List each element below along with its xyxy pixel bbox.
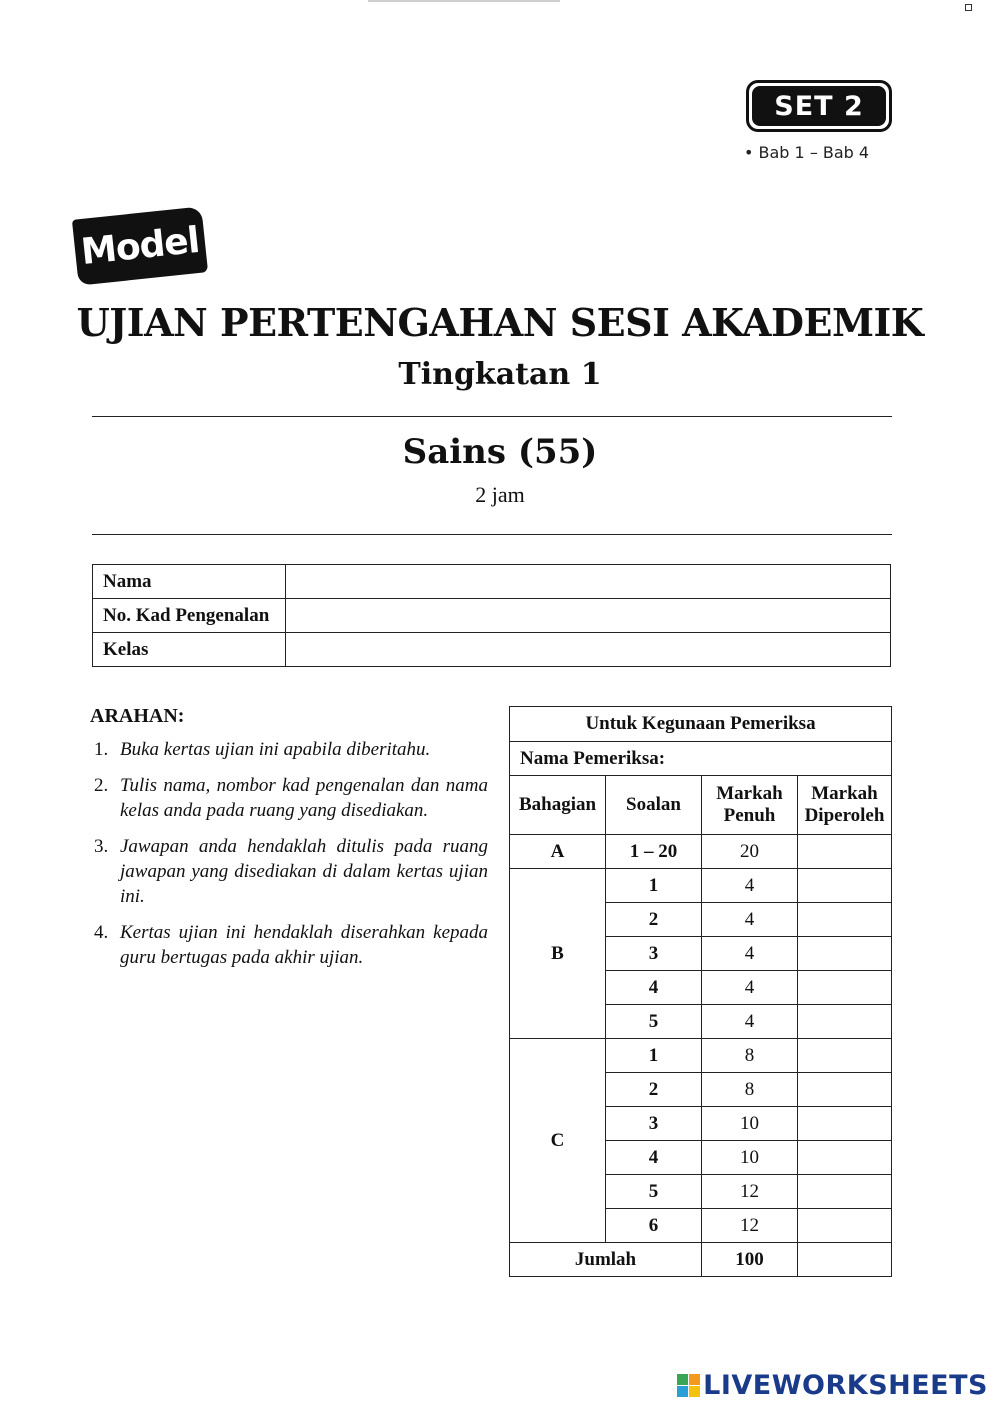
column-header: Soalan <box>606 776 702 835</box>
item-text: Buka kertas ujian ini apabila diberitahu. <box>120 739 431 760</box>
set-badge <box>746 80 892 132</box>
table-row <box>510 835 892 869</box>
marks-obtained-cell[interactable] <box>798 903 892 937</box>
table-row <box>510 776 892 835</box>
full-marks-cell: 8 <box>702 1073 798 1107</box>
instructions-heading: ARAHAN: <box>90 705 185 727</box>
list-item <box>92 920 488 970</box>
full-marks-cell: 4 <box>702 903 798 937</box>
divider-top <box>92 416 892 417</box>
ic-field[interactable] <box>286 599 891 633</box>
examiner-table-title: Untuk Kegunaan Pemeriksa <box>510 707 892 742</box>
list-item <box>92 773 488 823</box>
column-header: Bahagian <box>510 776 606 835</box>
question-cell: 3 <box>606 1107 702 1141</box>
item-number: 1. <box>94 739 109 760</box>
question-cell: 2 <box>606 903 702 937</box>
column-header: Markah Penuh <box>702 776 798 835</box>
liveworksheets-logo[interactable] <box>677 1370 988 1401</box>
exam-title: UJIAN PERTENGAHAN SESI AKADEMIK <box>76 300 924 345</box>
table-row <box>93 633 891 667</box>
question-cell: 6 <box>606 1209 702 1243</box>
full-marks-cell: 20 <box>702 835 798 869</box>
marks-obtained-cell[interactable] <box>798 971 892 1005</box>
marks-obtained-cell[interactable] <box>798 1209 892 1243</box>
divider-bottom <box>92 534 892 535</box>
chapter-range: • Bab 1 – Bab 4 <box>744 143 870 162</box>
list-item <box>92 737 488 762</box>
total-value: 100 <box>702 1243 798 1277</box>
marks-obtained-cell[interactable] <box>798 1073 892 1107</box>
marks-obtained-cell[interactable] <box>798 937 892 971</box>
question-cell: 5 <box>606 1005 702 1039</box>
marks-obtained-cell[interactable] <box>798 1175 892 1209</box>
logo-square-cyan <box>677 1386 688 1397</box>
question-cell: 1 <box>606 869 702 903</box>
section-label: A <box>510 835 606 869</box>
marks-obtained-cell[interactable] <box>798 1107 892 1141</box>
student-info-table <box>92 564 891 667</box>
logo-square-yellow <box>689 1386 700 1397</box>
marks-obtained-cell[interactable] <box>798 835 892 869</box>
ic-label: No. Kad Pengenalan <box>93 599 286 633</box>
full-marks-cell: 4 <box>702 1005 798 1039</box>
liveworksheets-brand: LIVEWORKSHEETS <box>703 1370 988 1401</box>
table-row <box>93 599 891 633</box>
marks-obtained-cell[interactable] <box>798 1005 892 1039</box>
table-row <box>510 1039 892 1073</box>
item-number: 2. <box>94 775 109 796</box>
question-cell: 4 <box>606 971 702 1005</box>
table-row <box>510 869 892 903</box>
full-marks-cell: 12 <box>702 1175 798 1209</box>
marks-obtained-cell[interactable] <box>798 1039 892 1073</box>
full-marks-cell: 8 <box>702 1039 798 1073</box>
item-text: Jawapan anda hendaklah ditulis pada ruang jawapan yang disediakan di dalam kertas ujian ini. <box>120 836 488 907</box>
subject-title: Sains (55) <box>402 432 598 472</box>
list-item <box>92 834 488 909</box>
liveworksheets-icon <box>677 1374 700 1397</box>
item-number: 3. <box>94 836 109 857</box>
table-row <box>93 565 891 599</box>
logo-square-green <box>677 1374 688 1385</box>
question-cell: 3 <box>606 937 702 971</box>
table-row <box>510 707 892 742</box>
section-label: C <box>510 1039 606 1243</box>
class-label: Kelas <box>93 633 286 667</box>
item-text: Kertas ujian ini hendaklah diserahkan kepada guru bertugas pada akhir ujian. <box>120 922 488 968</box>
corner-mark <box>965 4 972 11</box>
logo-square-orange <box>689 1374 700 1385</box>
table-row <box>510 742 892 776</box>
full-marks-cell: 10 <box>702 1141 798 1175</box>
question-cell: 1 – 20 <box>606 835 702 869</box>
name-label: Nama <box>93 565 286 599</box>
item-number: 4. <box>94 922 109 943</box>
class-field[interactable] <box>286 633 891 667</box>
table-row <box>510 1243 892 1277</box>
marks-obtained-cell[interactable] <box>798 869 892 903</box>
item-text: Tulis nama, nombor kad pengenalan dan nama kelas anda pada ruang yang disediakan. <box>120 775 488 821</box>
marks-obtained-cell[interactable] <box>798 1141 892 1175</box>
instructions-list <box>92 737 488 981</box>
total-obtained-cell[interactable] <box>798 1243 892 1277</box>
question-cell: 1 <box>606 1039 702 1073</box>
name-field[interactable] <box>286 565 891 599</box>
column-header: Markah Diperoleh <box>798 776 892 835</box>
model-stamp: Model <box>72 206 208 285</box>
exam-duration: 2 jam <box>475 482 525 507</box>
full-marks-cell: 4 <box>702 869 798 903</box>
full-marks-cell: 10 <box>702 1107 798 1141</box>
top-edge-line <box>368 0 560 2</box>
total-label: Jumlah <box>510 1243 702 1277</box>
full-marks-cell: 4 <box>702 971 798 1005</box>
set-label: SET 2 <box>752 86 886 126</box>
examiner-name-label[interactable]: Nama Pemeriksa: <box>510 742 892 776</box>
full-marks-cell: 12 <box>702 1209 798 1243</box>
question-cell: 5 <box>606 1175 702 1209</box>
form-level: Tingkatan 1 <box>398 357 602 392</box>
question-cell: 2 <box>606 1073 702 1107</box>
full-marks-cell: 4 <box>702 937 798 971</box>
examiner-table <box>509 706 892 1277</box>
section-label: B <box>510 869 606 1039</box>
question-cell: 4 <box>606 1141 702 1175</box>
